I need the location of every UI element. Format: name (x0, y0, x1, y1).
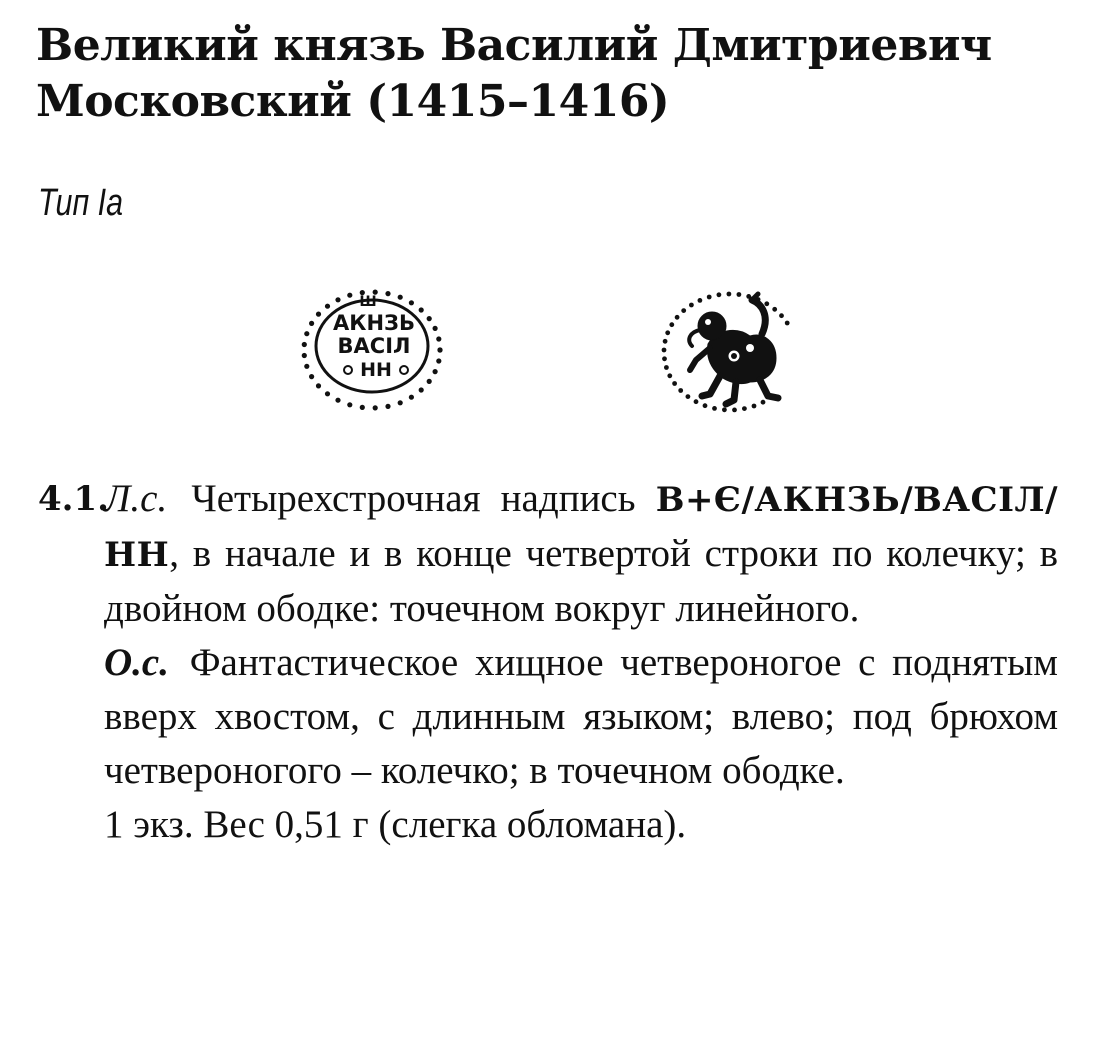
rim-dot (764, 301, 769, 306)
rim-dot (419, 307, 424, 312)
rim-dot (664, 365, 669, 370)
rim-dot (427, 379, 432, 384)
rim-dot (662, 356, 667, 361)
coin-reverse-drawing (650, 286, 802, 418)
rim-dot (325, 304, 330, 309)
rim-dot (360, 405, 365, 410)
rim-dot (304, 331, 309, 336)
rim-dot (325, 391, 330, 396)
coin-inscription-line-2: ВАСIЛ (337, 334, 411, 358)
rim-dot (409, 395, 414, 400)
rim-dot (698, 298, 703, 303)
rim-dot (302, 342, 307, 347)
rim-dot (335, 398, 340, 403)
rim-dot (433, 326, 438, 331)
rim-dot (712, 406, 717, 411)
rim-dot (694, 399, 699, 404)
rim-dot (727, 292, 732, 297)
rim-dot (686, 394, 691, 399)
rim-dot (662, 348, 667, 353)
rim-dot (689, 303, 694, 308)
obverse-label: Л.с. (104, 477, 168, 520)
rim-dot (681, 308, 686, 313)
rim-dot (436, 336, 441, 341)
rim-dot (316, 383, 321, 388)
rim-dot (409, 300, 414, 305)
rim-dot (398, 295, 403, 300)
rim-dot (665, 330, 670, 335)
rim-dot (385, 404, 390, 409)
rim-dot (398, 400, 403, 405)
rim-dot (437, 347, 442, 352)
rim-dot (761, 400, 766, 405)
catalog-entry (38, 472, 1058, 852)
coin-obverse-drawing (296, 286, 448, 418)
rim-dot (785, 321, 790, 326)
entry-summary: 1 экз. Вес 0,51 г (слегка обломана). (104, 803, 687, 846)
rim-dot (717, 292, 722, 297)
rim-dot (663, 339, 668, 344)
reverse-text: Фантастическое хищное четвероногое с поднятым вверх хвостом, с длинным языком; влево; под брюхом четвероногого – колечко; в точечном ободке. (104, 641, 1058, 792)
rim-dot (316, 312, 321, 317)
rim-dot (309, 321, 314, 326)
reverse-description (104, 636, 1058, 798)
rim-dot (752, 404, 757, 409)
obverse-text-after: , в начале и в конце четвертой строки по колечку; в двойном ободке: точечном вокруг линейного. (104, 532, 1058, 630)
rim-dot (678, 388, 683, 393)
coin-inscription-line-3: НН (360, 359, 392, 381)
entry-body (104, 472, 1058, 852)
obverse-legend: В+Є/АКНЗЬ/ВАСIЛ/НН (104, 480, 1059, 575)
entry-number: 4.1. (38, 479, 109, 519)
page-title: Великий князь Василий Дмитриевич Московский (1415–1416) (36, 20, 992, 127)
coin-inscription-line-1: АКНЗЬ (333, 311, 415, 335)
reverse-label: О.с. (104, 641, 169, 684)
rim-dot (433, 369, 438, 374)
rim-dot (732, 408, 737, 413)
rim-dot (436, 358, 441, 363)
rim-dot (347, 402, 352, 407)
rim-dot (309, 374, 314, 379)
obverse-description (104, 472, 1058, 636)
rim-dot (672, 381, 677, 386)
rim-dot (722, 407, 727, 412)
rim-dot (667, 373, 672, 378)
rim-dot (302, 353, 307, 358)
rim-dot (703, 403, 708, 408)
rim-dot (427, 316, 432, 321)
rim-dot (742, 406, 747, 411)
rim-dot (737, 292, 742, 297)
rim-dot (347, 293, 352, 298)
rim-dot (373, 405, 378, 410)
rim-dot (675, 315, 680, 320)
rim-dot (335, 297, 340, 302)
rim-dot (385, 291, 390, 296)
rim-dot (669, 322, 674, 327)
rim-dot (779, 313, 784, 318)
rim-dot (772, 307, 777, 312)
obverse-text-before: Четырехстрочная надпись (191, 477, 636, 520)
rim-dot (304, 364, 309, 369)
type-label: Тип Iа (38, 182, 123, 224)
rim-dot (707, 295, 712, 300)
coin-top-mark: Ш (359, 294, 377, 310)
rim-dot (419, 387, 424, 392)
